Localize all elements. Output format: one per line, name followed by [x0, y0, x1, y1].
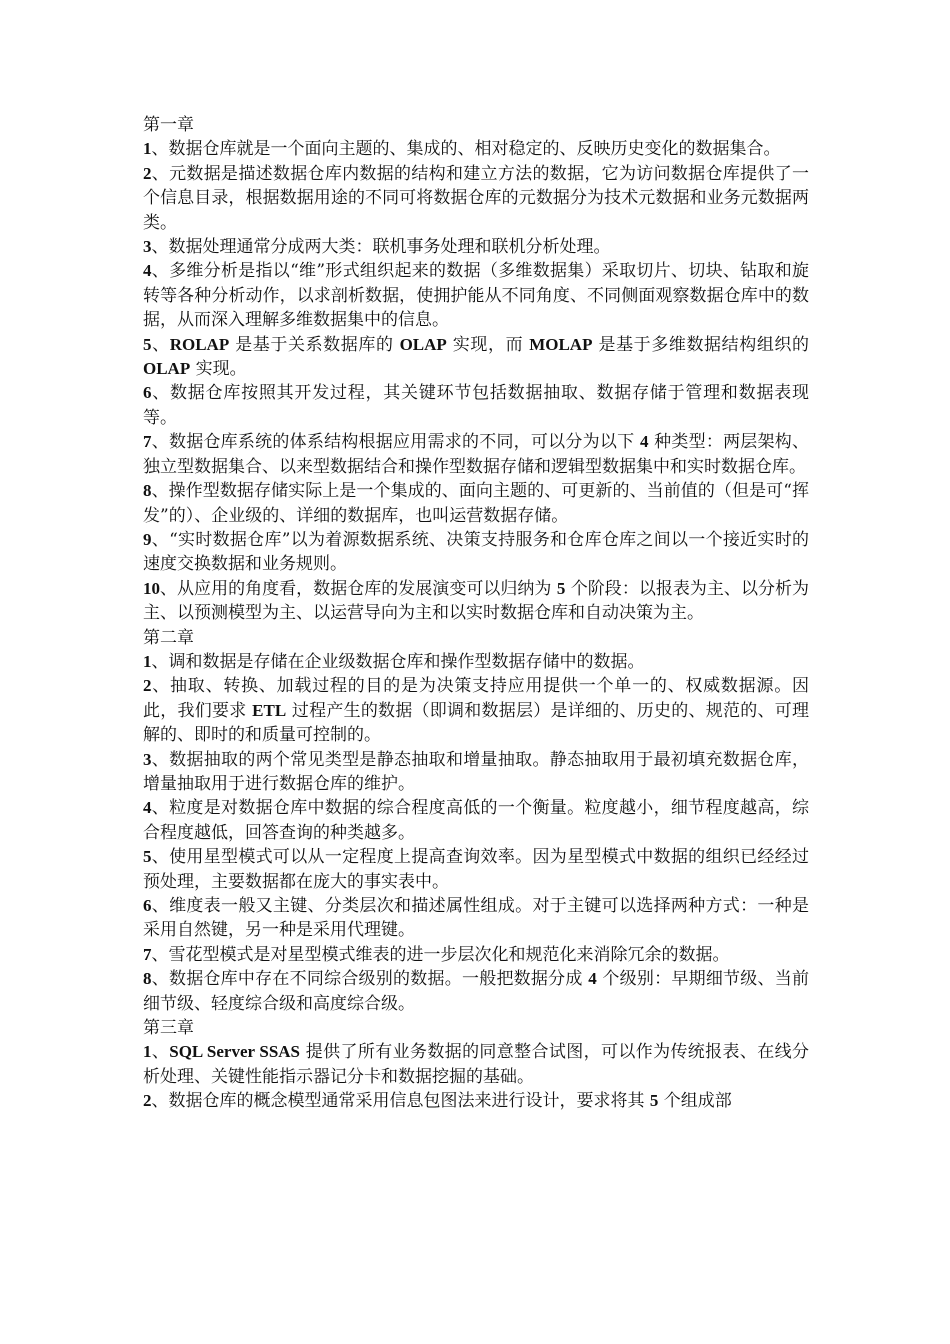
chapter-title: 第一章 — [143, 115, 194, 135]
paragraph: 1、SQL Server SSAS 提供了所有业务数据的同意整合试图，可以作为传统报表、在线分析处理、关键性能指示器记分卡和数据挖掘的基础。 — [143, 1042, 809, 1087]
chapter-2 — [143, 626, 809, 1017]
paragraph: 8、操作型数据存储实际上是一个集成的、面向主题的、可更新的、当前值的（但是可“挥发”的）、企业级的、详细的数据库，也叫运营数据存储。 — [143, 481, 809, 526]
paragraph: 2、元数据是描述数据仓库内数据的结构和建立方法的数据，它为访问数据仓库提供了一个信息目录，根据数据用途的不同可将数据仓库的元数据分为技术元数据和业务元数据两类。 — [143, 163, 809, 233]
paragraph: 1、数据仓库就是一个面向主题的、集成的、相对稳定的、反映历史变化的数据集合。 — [143, 139, 781, 160]
chapter-1 — [143, 113, 809, 626]
paragraph: 4、多维分析是指以“维”形式组织起来的数据（多维数据集）采取切片、切块、钻取和旋转等各种分析动作，以求剖析数据，使拥护能从不同角度、不同侧面观察数据仓库中的数据，从而深入理解多维数据集中的信息。 — [143, 261, 809, 331]
chapter-title: 第三章 — [143, 1018, 194, 1039]
paragraph: 2、数据仓库的概念模型通常采用信息包图法来进行设计，要求将其 5 个组成部 — [143, 1091, 732, 1112]
paragraph: 6、数据仓库按照其开发过程，其关键环节包括数据抽取、数据存储于管理和数据表现等。 — [143, 383, 809, 428]
document-page — [143, 113, 809, 1114]
chapter-title: 第二章 — [143, 627, 194, 648]
chapter-3 — [143, 1016, 809, 1114]
paragraph: 7、雪花型模式是对星型模式维表的进一步层次化和规范化来消除冗余的数据。 — [143, 944, 730, 965]
paragraph: 9、“实时数据仓库”以为着源数据系统、决策支持服务和仓库仓库之间以一个接近实时的速度交换数据和业务规则。 — [143, 529, 809, 575]
paragraph: 7、数据仓库系统的体系结构根据应用需求的不同，可以分为以下 4 种类型：两层架构、独立型数据集合、以来型数据结合和操作型数据存储和逻辑型数据集中和实时数据仓库。 — [143, 432, 810, 477]
paragraph: 2、抽取、转换、加载过程的目的是为决策支持应用提供一个单一的、权威数据源。因此，我们要求 ETL 过程产生的数据（即调和数据层）是详细的、历史的、规范的、可理解的、即时的和质量可控制的。 — [143, 676, 809, 746]
paragraph: 1、调和数据是存储在企业级数据仓库和操作型数据存储中的数据。 — [143, 651, 645, 672]
paragraph: 5、ROLAP 是基于关系数据库的 OLAP 实现，而 MOLAP 是基于多维数据结构组织的 OLAP 实现。 — [143, 334, 810, 380]
paragraph: 4、粒度是对数据仓库中数据的综合程度高低的一个衡量。粒度越小，细节程度越高，综合程度越低，回答查询的种类越多。 — [143, 798, 809, 843]
paragraph: 3、数据处理通常分成两大类：联机事务处理和联机分析处理。 — [143, 237, 611, 258]
paragraph: 10、从应用的角度看，数据仓库的发展演变可以归纳为 5 个阶段：以报表为主、以分析为主、以预测模型为主、以运营导向为主和以实时数据仓库和自动决策为主。 — [143, 578, 809, 624]
paragraph: 8、数据仓库中存在不同综合级别的数据。一般把数据分成 4 个级别：早期细节级、当前细节级、轻度综合级和高度综合级。 — [143, 969, 809, 1014]
paragraph: 3、数据抽取的两个常见类型是静态抽取和增量抽取。静态抽取用于最初填充数据仓库，增量抽取用于进行数据仓库的维护。 — [143, 749, 809, 794]
paragraph: 6、维度表一般又主键、分类层次和描述属性组成。对于主键可以选择两种方式：一种是采用自然键，另一种是采用代理键。 — [143, 896, 809, 941]
paragraph: 5、使用星型模式可以从一定程度上提高查询效率。因为星型模式中数据的组织已经经过预处理，主要数据都在庞大的事实表中。 — [143, 847, 809, 892]
